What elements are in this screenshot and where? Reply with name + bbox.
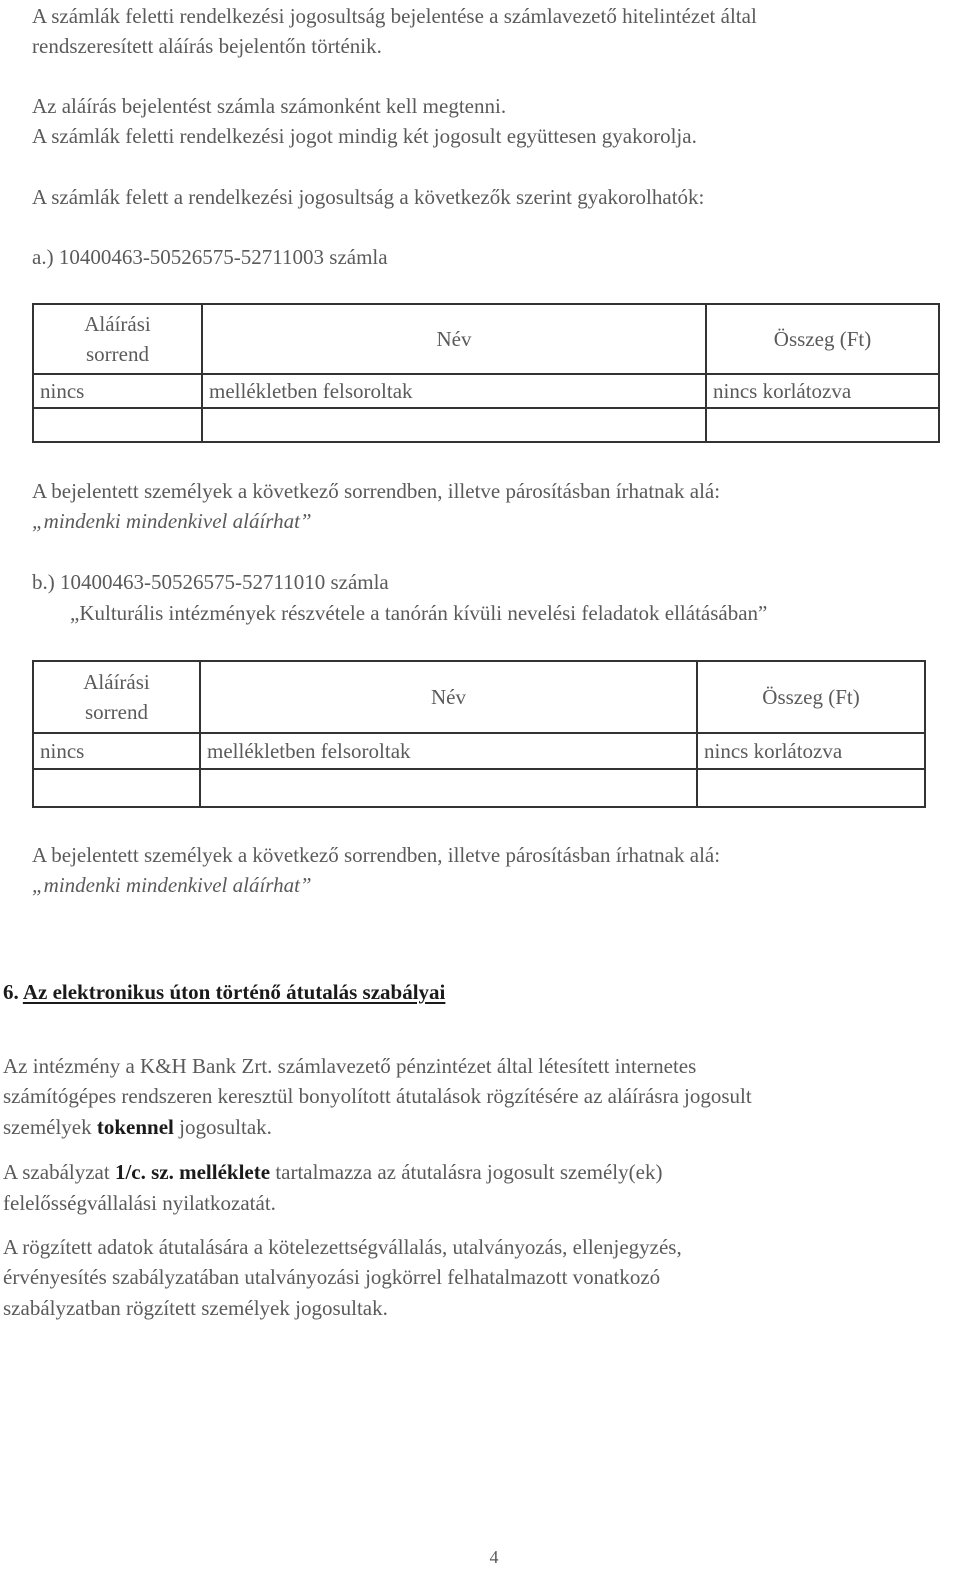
p3-line-2: érvényesítés szabályzatában utalványozási jogkörrel felhatalmazott vonatkozó bbox=[3, 1265, 661, 1289]
header-order-line-1: Aláírási bbox=[83, 670, 150, 694]
signature-table-a bbox=[32, 303, 940, 443]
p1-line-3-post: jogosultak. bbox=[173, 1115, 272, 1139]
cell-name: mellékletben felsoroltak bbox=[200, 733, 697, 769]
table-row bbox=[33, 374, 939, 408]
section-b-note-italic: „mindenki mindenkivel aláírhat” bbox=[32, 873, 312, 897]
section-a-note-italic: „mindenki mindenkivel aláírhat” bbox=[32, 509, 312, 533]
section-b-subtitle: „Kulturális intézmények részvétele a tanórán kívüli nevelési feladatok ellátásában” bbox=[70, 601, 768, 625]
header-name: Név bbox=[202, 304, 706, 374]
cell-empty bbox=[33, 769, 200, 807]
intro-line-3: Az aláírás bejelentést számla számonként kell megtenni. bbox=[32, 94, 507, 118]
page-number: 4 bbox=[489, 1547, 499, 1567]
header-name: Név bbox=[200, 661, 697, 733]
p2-line-1-pre: A szabályzat bbox=[3, 1160, 115, 1184]
intro-line-2: rendszeresített aláírás bejelentőn történik. bbox=[32, 34, 382, 58]
cell-empty bbox=[697, 769, 925, 807]
signature-table-b bbox=[32, 660, 926, 808]
section-a-note: A bejelentett személyek a következő sorrendben, illetve párosításban írhatnak alá: bbox=[32, 479, 721, 503]
p1-line-1: Az intézmény a K&H Bank Zrt. számlavezető pénzintézet által létesített internetes bbox=[3, 1054, 697, 1078]
header-order-line-2: sorrend bbox=[86, 342, 149, 366]
p2-line-1-post: tartalmazza az átutalásra jogosult személy(ek) bbox=[270, 1160, 663, 1184]
p1-line-3-pre: személyek bbox=[3, 1115, 97, 1139]
intro-line-1: A számlák feletti rendelkezési jogosultság bejelentése a számlavezető hitelintézet által bbox=[32, 4, 757, 28]
p3-line-1: A rögzített adatok átutalására a kötelezettségvállalás, utalványozás, ellenjegyzés, bbox=[3, 1235, 682, 1259]
table-row-empty bbox=[33, 769, 925, 807]
p1-line-2: számítógépes rendszeren keresztül bonyolított átutalások rögzítésére az aláírásra jogosult bbox=[3, 1084, 752, 1108]
intro-line-4: A számlák feletti rendelkezési jogot mindig két jogosult együttesen gyakorolja. bbox=[32, 124, 697, 148]
table-header-row bbox=[33, 661, 925, 733]
cell-order: nincs bbox=[33, 733, 200, 769]
p2-line-1-bold-2: melléklete bbox=[179, 1160, 271, 1184]
cell-empty bbox=[706, 408, 939, 442]
cell-order: nincs bbox=[33, 374, 202, 408]
section-6-heading bbox=[3, 982, 445, 1003]
table-header-row bbox=[33, 304, 939, 374]
header-order-line-1: Aláírási bbox=[84, 312, 151, 336]
cell-empty bbox=[33, 408, 202, 442]
cell-empty bbox=[202, 408, 706, 442]
header-order bbox=[33, 304, 202, 374]
section-b-title: b.) 10400463-50526575-52711010 számla bbox=[32, 570, 389, 594]
cell-amount: nincs korlátozva bbox=[706, 374, 939, 408]
section-6-title: Az elektronikus úton történő átutalás szabályai bbox=[22, 980, 446, 1004]
section-6-number: 6. bbox=[3, 980, 19, 1004]
section-b-note: A bejelentett személyek a következő sorrendben, illetve párosításban írhatnak alá: bbox=[32, 843, 721, 867]
header-order-line-2: sorrend bbox=[85, 700, 148, 724]
header-amount: Összeg (Ft) bbox=[697, 661, 925, 733]
cell-amount: nincs korlátozva bbox=[697, 733, 925, 769]
header-amount: Összeg (Ft) bbox=[706, 304, 939, 374]
table-row bbox=[33, 733, 925, 769]
header-order bbox=[33, 661, 200, 733]
p2-line-1 bbox=[3, 1162, 662, 1183]
p3-line-3: szabályzatban rögzített személyek jogosultak. bbox=[3, 1296, 388, 1320]
cell-empty bbox=[200, 769, 697, 807]
p2-line-2: felelősségvállalási nyilatkozatát. bbox=[3, 1191, 276, 1215]
p2-line-1-bold-1: 1/c. sz. bbox=[114, 1160, 174, 1184]
p1-line-3 bbox=[3, 1117, 272, 1138]
intro-line-5: A számlák felett a rendelkezési jogosultság a következők szerint gyakorolhatók: bbox=[32, 185, 705, 209]
table-row-empty bbox=[33, 408, 939, 442]
section-a-title: a.) 10400463-50526575-52711003 számla bbox=[32, 245, 388, 269]
cell-name: mellékletben felsoroltak bbox=[202, 374, 706, 408]
p1-line-3-bold: tokennel bbox=[96, 1115, 174, 1139]
